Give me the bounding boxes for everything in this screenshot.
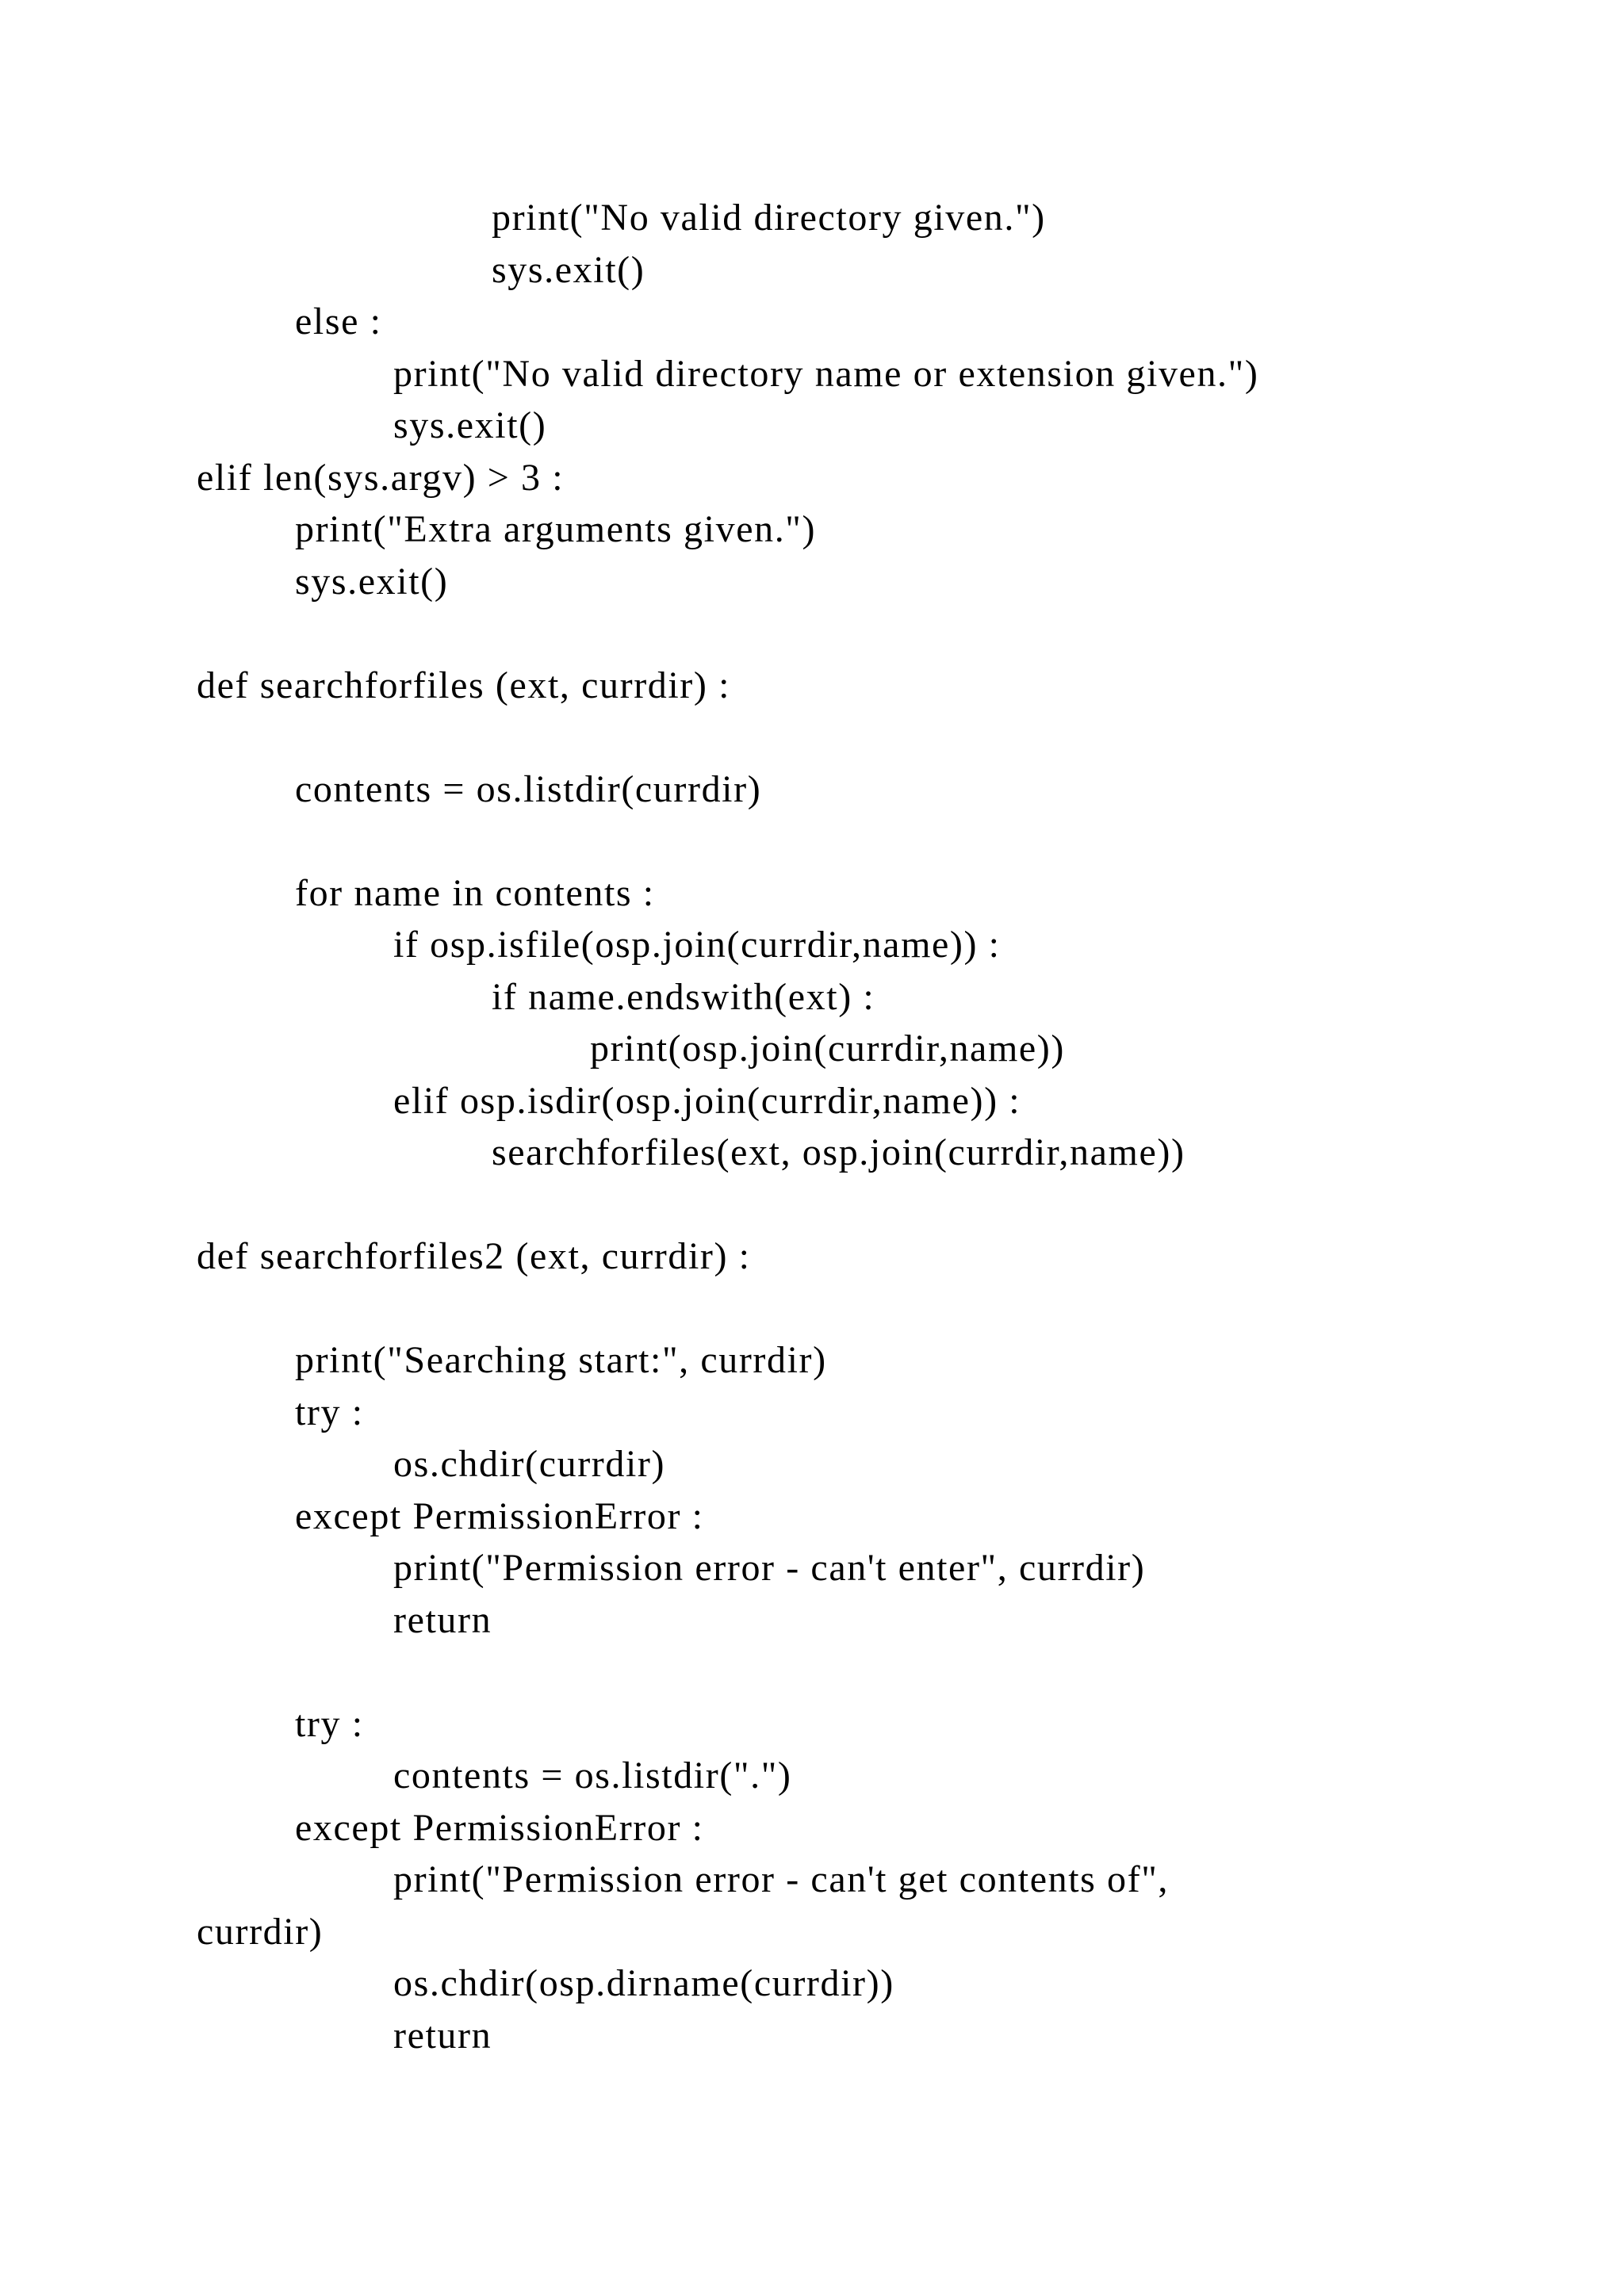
blank-line <box>197 607 1561 660</box>
code-line: contents = os.listdir(currdir) <box>295 767 762 810</box>
code-line: except PermissionError : <box>295 1806 704 1849</box>
code-line: sys.exit() <box>295 560 449 603</box>
code-line: if name.endswith(ext) : <box>492 975 875 1018</box>
code-line: try : <box>295 1702 364 1745</box>
code-line: print("Permission error - can't enter", currdir) <box>393 1547 1146 1589</box>
code-line: for name in contents : <box>295 871 655 914</box>
code-line: print("Permission error - can't get contents of", <box>393 1858 1170 1900</box>
blank-line <box>197 815 1561 867</box>
code-line: def searchforfiles2 (ext, currdir) : <box>197 1235 751 1277</box>
code-line: try : <box>295 1391 364 1433</box>
code-line: except PermissionError : <box>295 1494 704 1537</box>
code-line: currdir) <box>197 1910 324 1953</box>
blank-line <box>197 1646 1561 1698</box>
code-line: return <box>393 2014 492 2057</box>
code-line: os.chdir(currdir) <box>393 1443 666 1485</box>
code-line: searchforfiles(ext, osp.join(currdir,name)) <box>492 1131 1185 1173</box>
code-listing <box>197 192 1561 2061</box>
code-line: print("Extra arguments given.") <box>295 508 817 550</box>
code-line: print("Searching start:", currdir) <box>295 1339 827 1381</box>
blank-line <box>197 711 1561 763</box>
blank-line <box>197 1283 1561 1335</box>
code-line: print("No valid directory name or extension given.") <box>393 352 1259 395</box>
code-line: def searchforfiles (ext, currdir) : <box>197 664 731 706</box>
code-line: if osp.isfile(osp.join(currdir,name)) : <box>393 924 1001 966</box>
code-line: elif len(sys.argv) > 3 : <box>197 456 565 499</box>
code-line: return <box>393 1598 492 1641</box>
blank-line <box>197 1179 1561 1231</box>
code-line: print("No valid directory given.") <box>492 197 1046 239</box>
code-line: else : <box>295 300 382 342</box>
code-line: sys.exit() <box>393 404 547 446</box>
code-line: contents = os.listdir(".") <box>393 1755 792 1797</box>
code-line: print(osp.join(currdir,name)) <box>590 1027 1065 1070</box>
code-line: os.chdir(osp.dirname(currdir)) <box>393 1962 894 2004</box>
code-line: elif osp.isdir(osp.join(currdir,name)) : <box>393 1079 1021 1122</box>
code-line: sys.exit() <box>492 248 645 291</box>
